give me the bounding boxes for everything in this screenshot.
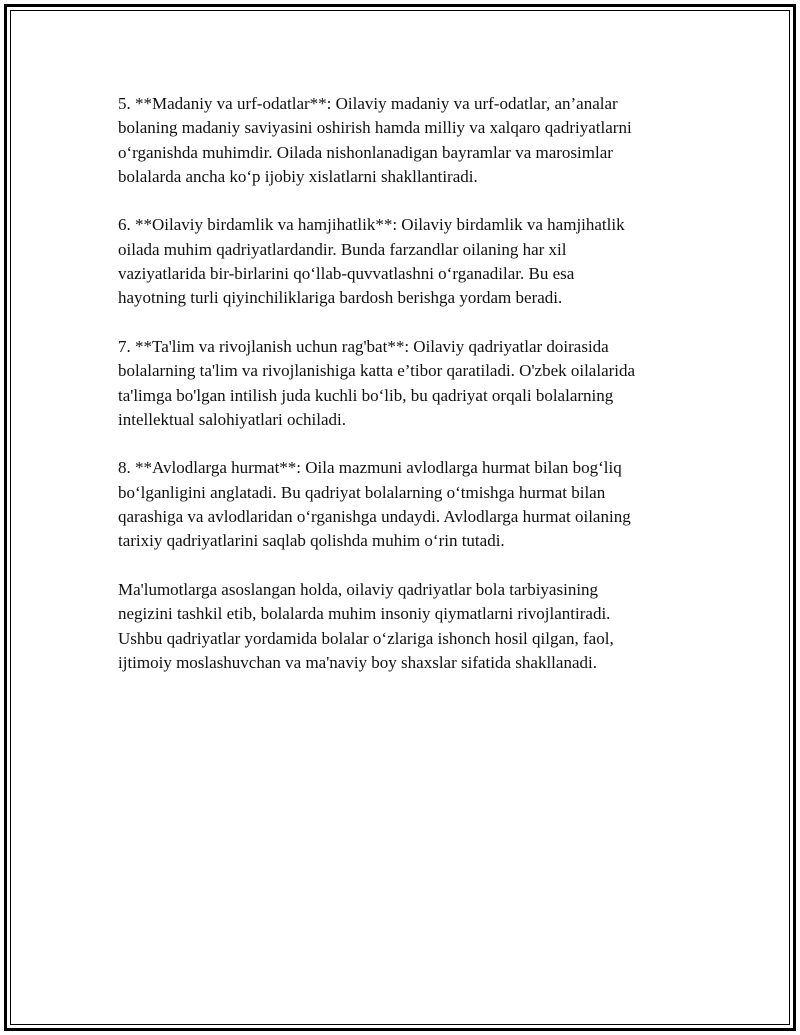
paragraph-madaniy-va-urf-odatlar: 5. **Madaniy va urf-odatlar**: Oilaviy madaniy va urf-odatlar, an’analar bolaning madaniy saviyasini oshirish hamda milliy va xalqaro qadriyatlarni o‘rganishda muhimdir. Oilada nishonlanadigan bayramlar va marosimlar bolalarda ancha ko‘p ijobiy xislatlarni shakllantiradi. [118, 94, 632, 186]
paragraph-conclusion: Ma'lumotlarga asoslangan holda, oilaviy qadriyatlar bola tarbiyasining negizini tashkil etib, bolalarda muhim insoniy qiymatlarni rivojlantiradi. Ushbu qadriyatlar yordamida bolalar o‘zlariga ishonch hosil qilgan, faol, ijtimoiy moslashuvchan va ma'naviy boy shaxslar sifatida shakllanadi. [118, 579, 614, 672]
paragraph-avlodlarga-hurmat: 8. **Avlodlarga hurmat**: Oila mazmuni avlodlarga hurmat bilan bog‘liq bo‘lganligini anglatadi. Bu qadriyat bolalarning o‘tmishga hurmat bilan qarashiga va avlodlaridan o‘rganishga undaydi. Avlodlarga hurmat oilaning tarixiy qadriyatlarini saqlab qolishda muhim o‘rin tutadi. [118, 458, 631, 551]
paragraph-talim-va-rivojlanish: 7. **Ta'lim va rivojlanish uchun rag'bat**: Oilaviy qadriyatlar doirasida bolalarning ta'lim va rivojlanishiga katta e’tibor qaratiladi. O'zbek oilalarida ta'limga bo'lgan intilish juda kuchli bo‘lib, bu qadriyat orqali bolalarning intellektual salohiyatlari ochiladi. [118, 336, 636, 429]
paragraph-oilaviy-birdamlik: 6. **Oilaviy birdamlik va hamjihatlik**: Oilaviy birdamlik va hamjihatlik oilada muhim qadriyatlardandir. Bunda farzandlar oilaning har xil vaziyatlarida bir-birlarini qo‘llab-quvvatlashni o‘rganadilar. Bu esa hayotning turli qiyinchiliklariga bardosh berishga yordam beradi. [118, 215, 625, 308]
document-body [118, 92, 682, 699]
